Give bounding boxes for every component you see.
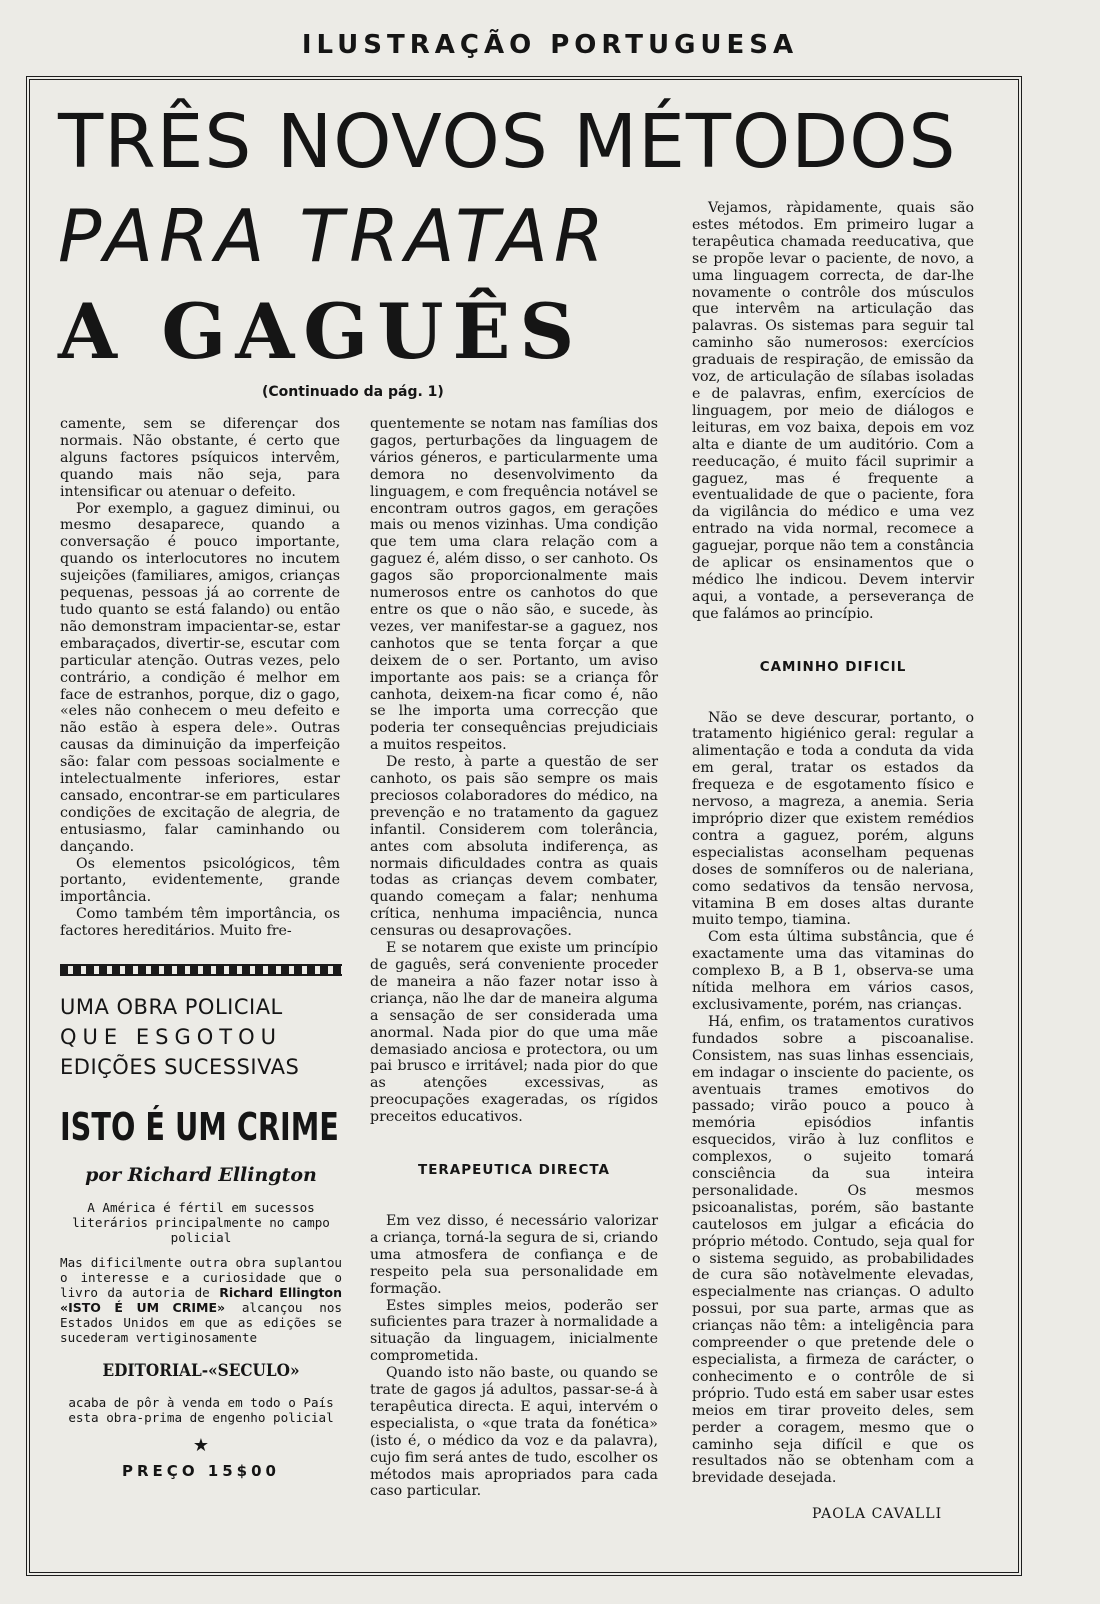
paragraph: Vejamos, ràpidamente, quais são estes métodos. Em primeiro lugar a terapêutica chamada reeducativa, que se propõe levar o paciente, de novo, a uma linguagem correcta, de dar-lhe novamente o contrôle dos músculos que intervêm na articulação das palavras. Os sistemas para seguir tal caminho são numerosos: exercícios graduais de respiração, de emissão da voz, de articulação de sílabas isoladas e de palavras, enfim, exercícios de linguagem, por meio de diálogos e leituras, em voz baixa, depois em voz alta e diante de um auditório. Com a reeducação, é muito fácil suprimir a gaguez, mas é frequente a eventualidade de que o paciente, fora da vigilância do médico e uma vez entrado na vida normal, recomece a gaguejar, porque não tem a constância de aplicar os ensinamentos que o médico lhe indicou. Devem intervir aqui, a vontade, a perseverança de que falámos ao princípio. [692,200,974,622]
paragraph: camente, sem se diferençar dos normais. Não obstante, é certo que alguns factores psíquicos intervêm, quando mais não seja, para intensificar ou atenuar o defeito. [60,416,340,500]
author-signature: PAOLA CAVALLI [812,1506,943,1522]
ad-price: PREÇO 15$00 [122,1462,280,1480]
article-title-line2: PARA TRATAR [58,194,610,278]
article-column-1 [60,416,340,940]
ad-text-1: A América é fértil em sucessos literários principalmente no campo policial [72,1200,330,1245]
book-advertisement [60,964,342,1480]
paragraph: quentemente se notam nas famílias dos gagos, perturbações da linguagem de vários géneros, e particularmente uma demora no desenvolvimento da linguagem, e com frequência notável se encontram outros gagos, em gerações mais ou menos vizinhas. Uma condição que tem uma clara relação com a gaguez é, além disso, o ser canhoto. Os gagos são proporcionalmente mais numerosos entre os canhotos do que entre os que o não são, e sucede, às vezes, ver manifestar-se a gaguez, nos canhotos que se tenta forçar a que deixem de o ser. Portanto, um aviso importante aos pais: se a criança fôr canhota, deixem-na ficar como é, não se lhe importa uma correcção que poderia ter consequências prejudiciais a muitos respeitos. [370,416,658,754]
ad-headline-3: EDIÇÕES SUCESSIVAS [60,1055,300,1079]
article-column-2 [370,416,658,1500]
paragraph: Não se deve descurar, portanto, o tratamento higiénico geral: regular a alimentação e toda a conduta da vida em geral, tratar os estados da frequeza e de esgotamento físico e nervoso, a magreza, a anemia. Seria impróprio dizer que existem remédios contra a gaguez, porém, alguns especialistas aconselham pequenas doses de somníferos ou de naleriana, como sedativos da tensão nervosa, vitamina B em doses altas durante muito tempo, tiamina. [692,709,974,929]
subheading-caminho: CAMINHO DIFICIL [759,658,907,675]
ad-text-3: acaba de pôr à venda em todo o País esta obra-prima de engenho policial [68,1395,334,1425]
subheading-terapeutica: TERAPEUTICA DIRECTA [417,1162,610,1179]
ad-book-title: ISTO É UM CRIME [60,1105,339,1149]
ad-text-2a: Mas dificilmente outra obra suplantou o interesse e a curiosidade que o livro da autoria de [60,1255,342,1300]
ad-text-2 [60,1255,342,1345]
paragraph: Os elementos psicológicos, têm portanto, evidentemente, grande importância. [60,855,340,906]
paragraph: Como também têm importância, os factores hereditários. Muito fre- [60,906,340,940]
paragraph: Estes simples meios, poderão ser suficientes para trazer à normalidade a situação da linguagem, inicialmente comprometida. [370,1297,658,1365]
paragraph: Há, enfim, os tratamentos curativos fundados sobre a piscoanalise. Consistem, nas suas linhas essenciais, em indagar o insciente do paciente, os aventuais trames emotivos do passado; virão pouco a pouco à memória episódios infantis esquecidos, virão à luz conflitos e complexos, o sujeito tomará consciência da sua inteira personalidade. Os mesmos psicoanalistas, porém, são bastante cautelosos em julgar a eficácia do próprio método. Contudo, seja qual for o sistema seguido, as probabilidades de cura são notàvelmente elevadas, especialmente nas crianças. O adulto possui, por sua parte, armas que as crianças não têm: a inteligência para compreender o que pretende dele o especialista, a firmeza de carácter, o conhecimento e o contrôle de si próprio. Tudo está em saber usar estes meios em tirar proveito deles, sem perder a coragem, mesmo que o caminho seja difícil e que os resultados não se obtenham com a brevidade desejada. [692,1013,974,1487]
star-icon: ★ [192,1435,210,1456]
ad-text-2d: alcançou nos Estados Unidos em que as edições se sucederam vertiginosamente [60,1300,342,1345]
ad-byline: por Richard Ellington [85,1164,317,1186]
paragraph: Em vez disso, é necessário valorizar a criança, torná-la segura de si, criando uma atmosfera de confiança e de respeito pela sua personalidade em formação. [370,1212,658,1297]
article-title-line3: A GAGUÊS [58,287,584,376]
continued-note: (Continuado da pág. 1) [262,384,444,400]
ad-author-name: Richard Ellington [219,1285,343,1300]
ad-headline-2: QUE ESGOTOU [60,1025,282,1049]
magazine-title: ILUSTRAÇÃO PORTUGUESA [301,30,799,60]
paragraph: De resto, à parte a questão de ser canhoto, os pais são sempre os mais preciosos colaboradores do médico, na prevenção e no tratamento da gaguez infantil. Considerem com tolerância, antes com absoluta indiferença, as normais dificuldades contra as quais todas as crianças devem combater, quando começam a falar; nenhuma crítica, nenhuma impaciência, nunca censuras ou desaprovações. [370,754,658,940]
checker-border [60,964,342,976]
paragraph: Com esta última substância, que é exactamente uma das vitaminas do complexo B, a B 1, observa-se uma nítida melhora em vários casos, exclusivamente, porém, nas crianças. [692,929,974,1013]
paragraph: Por exemplo, a gaguez diminui, ou mesmo desaparece, quando a conversação é pouco importante, quando os interlocutores no incutem sujeições (familiares, amigos, crianças pequenas, pessoas já ao corrente de tudo quanto se está falando) ou então não demonstram impacientar-se, estar embaraçados, divertir-se, escutar com particular atenção. Outras vezes, pelo contrário, a condição é melhor em face de estranhos, porque, diz o gago, «eles não conhecem o meu defeito e não estão à espera dele». Outras causas da diminuição da imperfeição são: falar com pessoas socialmente e intelectualmente inferiores, estar cansado, encontrar-se em particulares condições de excitação de alegria, de entusiasmo, falar caminhando ou dançando. [60,500,340,855]
ad-publisher: EDITORIAL-«SECULO» [102,1361,300,1381]
article-title-line1: TRÊS NOVOS MÉTODOS [58,99,957,185]
article-column-3 [692,200,974,1487]
paragraph: Quando isto não baste, ou quando se trate de gagos já adultos, passar-se-á à terapêutica directa. E aqui, intervém o especialista, o «que trata da fonética» (isto é, o médico da voz e da palavra), cujo fim será antes de tudo, escolher os métodos mais apropriados para cada caso particular. [370,1365,658,1500]
paragraph: E se notarem que existe um princípio de gaguês, será conveniente proceder de maneira a não fazer notar isso à criança, não lhe dar de maneira alguma a sensação de ser considerada uma anormal. Nada pior do que uma mãe demasiado anciosa e protectora, ou um pai brusco e irritável; nada pior do que as atenções excessivas, as preocupações exageradas, os rígidos preceitos educativos. [370,940,658,1126]
ad-book-name: «ISTO É UM CRIME» [60,1300,226,1315]
ad-headline-1: UMA OBRA POLICIAL [60,995,283,1019]
